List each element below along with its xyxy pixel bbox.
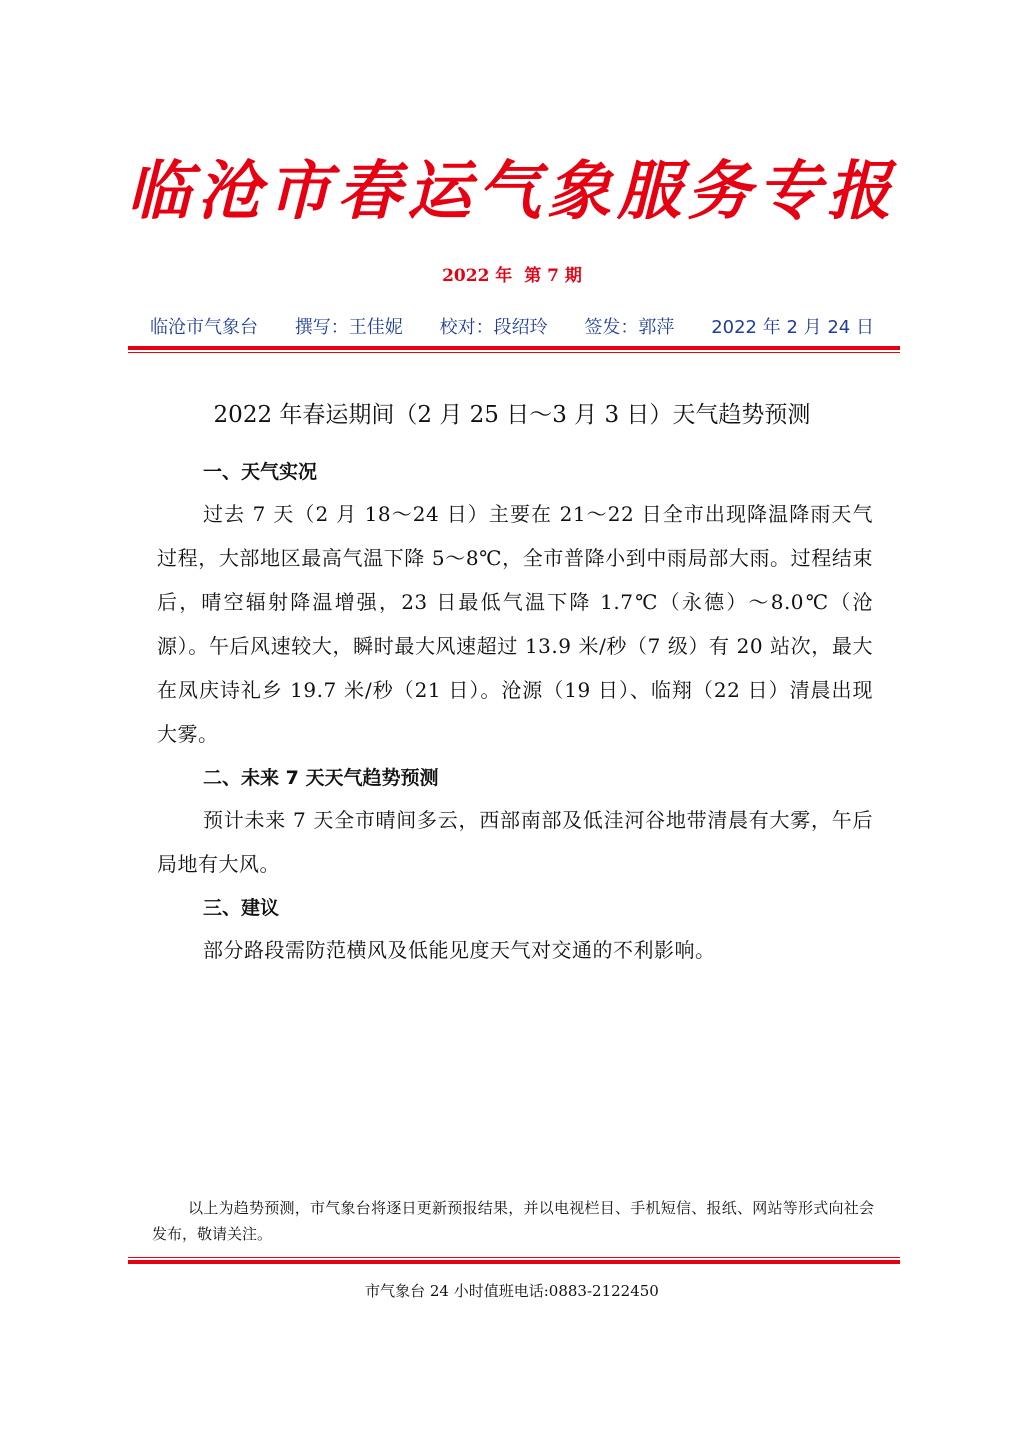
issue-no: 第 7 期 xyxy=(524,266,582,286)
report-title: 2022 年春运期间（2 月 25 日～3 月 3 日）天气趋势预测 xyxy=(213,402,811,428)
section-text-observed: 过去 7 天（2 月 18～24 日）主要在 21～22 日全市出现降温降雨天气过程，大部地区最高气温下降 5～8℃，全市普降小到中雨局部大雨。过程结束后，晴空辐射降温增强，23 日最低气温下降 1.7℃（永德）～8.0℃（沧源）。午后风速较大，瞬时最大风速超过 13.9 米/秒（7 级）有 20 站次，最大在凤庆诗礼乡 19.7 米/秒（21 日）。沧源（19 日）、临翔（22 日）清晨出现大雾。 xyxy=(157,502,873,746)
header-divider xyxy=(128,346,900,353)
hotline-text: 市气象台 24 小时值班电话:0883-2122450 xyxy=(365,1282,659,1300)
issue-year: 2022 年 xyxy=(442,266,513,286)
byline-issuer: 签发：郭萍 xyxy=(584,317,675,338)
section-heading-forecast: 二、未来 7 天天气趋势预测 xyxy=(203,767,439,789)
footer-note: 以上为趋势预测，市气象台将逐日更新预报结果，并以电视栏目、手机短信、报纸、网站等形式向社会发布，敬请关注。 xyxy=(152,1199,874,1243)
byline-proofreader: 校对：段绍玲 xyxy=(439,317,548,338)
report-body xyxy=(157,452,873,972)
byline xyxy=(150,313,874,339)
byline-author: 撰写：王佳妮 xyxy=(294,317,403,338)
section-heading-observed: 一、天气实况 xyxy=(203,461,318,483)
section-text-advice: 部分路段需防范横风及低能见度天气对交通的不利影响。 xyxy=(203,938,716,962)
issue-number xyxy=(0,261,1024,286)
section-heading-advice: 三、建议 xyxy=(203,897,280,919)
section-text-forecast: 预计未来 7 天全市晴间多云，西部南部及低洼河谷地带清晨有大雾，午后局地有大风。 xyxy=(157,808,873,876)
masthead-title: 临沧市春运气象服务专报 xyxy=(127,154,897,229)
byline-date: 2022 年 2 月 24 日 xyxy=(711,317,874,338)
byline-org: 临沧市气象台 xyxy=(150,317,258,338)
footer-divider xyxy=(128,1257,900,1264)
